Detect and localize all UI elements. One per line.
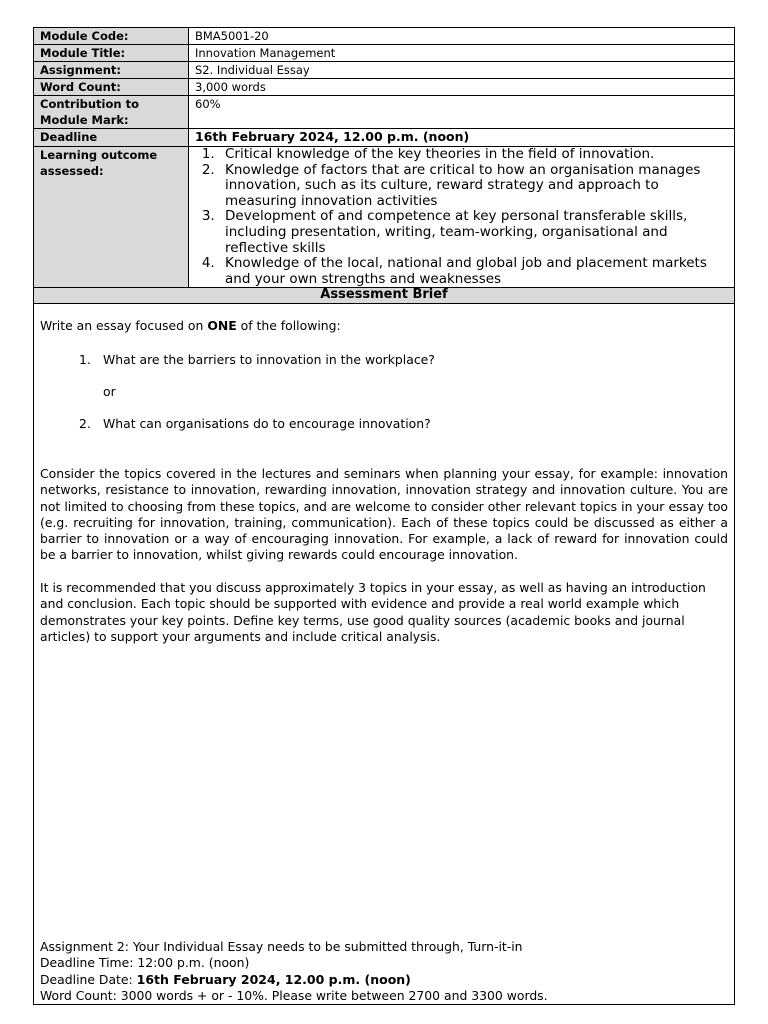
row-word-count — [34, 79, 735, 96]
row-module-code — [34, 28, 735, 45]
module-title-label: Module Title: — [34, 45, 189, 62]
assignment-label: Assignment: — [34, 62, 189, 79]
word-count-label: Word Count: — [34, 79, 189, 96]
outcomes-cell — [189, 147, 735, 288]
outcomes-label: Learning outcome assessed: — [34, 147, 189, 288]
row-brief-heading — [34, 288, 735, 304]
deadline-label: Deadline — [34, 129, 189, 147]
deadline-value: 16th February 2024, 12.00 p.m. (noon) — [189, 129, 735, 147]
brief-paragraph-1: Consider the topics covered in the lectures and seminars when planning your essay, for example: innovation networks, resistance to innovation, rewarding innovation, innovation strategy and innovation culture. You are not limited to choosing from these topics, and are welcome to consider other relevant topics in your essay too (e.g. recruiting for innovation, training, communication). Each of these topics could be discussed as either a barrier to innovation or a way of encouraging innovation. For example, a lack of reward for innovation could be a barrier to innovation, whilst giving rewards could encourage innovation. — [40, 466, 728, 563]
contribution-label: Contribution to Module Mark: — [34, 96, 189, 129]
deadline-date — [40, 972, 548, 988]
submission-footer — [40, 939, 548, 1004]
module-title-value: Innovation Management — [189, 45, 735, 62]
row-deadline — [34, 129, 735, 147]
question-1-number: 1. — [79, 352, 91, 367]
word-count-value: 3,000 words — [189, 79, 735, 96]
brief-intro — [40, 318, 728, 334]
intro-text-bold: ONE — [207, 318, 237, 333]
word-count-note: Word Count: 3000 words + or - 10%. Please write between 2700 and 3300 words. — [40, 987, 548, 1003]
assessment-brief-heading: Assessment Brief — [34, 288, 735, 304]
outcome-item: 3. Development of and competence at key personal transferable skills, including presentation, writing, team-working, organisational and reflective skills — [219, 209, 728, 256]
deadline-time: Deadline Time: 12:00 p.m. (noon) — [40, 955, 250, 971]
module-code-value: BMA5001-20 — [189, 28, 735, 45]
intro-text-post: of the following: — [236, 318, 341, 333]
outcome-item: 4. Knowledge of the local, national and global job and placement markets and your own strengths and weaknesses — [219, 256, 728, 287]
contribution-value: 60% — [189, 96, 735, 129]
module-code-label: Module Code: — [34, 28, 189, 45]
row-assignment — [34, 62, 735, 79]
row-module-title — [34, 45, 735, 62]
outcome-item: 1. Critical knowledge of the key theories in the field of innovation. — [219, 147, 728, 163]
outcome-item: 2. Knowledge of factors that are critical to how an organisation manages innovation, such as its culture, reward strategy and approach to measuring innovation activities — [219, 163, 728, 210]
submission-instruction: Assignment 2: Your Individual Essay needs to be submitted through, Turn-it-in — [40, 939, 523, 954]
deadline-date-value: 16th February 2024, 12.00 p.m. (noon) — [136, 971, 411, 987]
question-1: What are the barriers to innovation in the workplace? — [103, 352, 435, 367]
question-2-number: 2. — [79, 416, 91, 431]
intro-text-pre: Write an essay focused on — [40, 318, 208, 333]
assignment-value: S2. Individual Essay — [189, 62, 735, 79]
deadline-date-label: Deadline Date: — [40, 971, 137, 987]
outcomes-list — [195, 147, 728, 287]
brief-paragraph-2: It is recommended that you discuss approximately 3 topics in your essay, as well as having an introduction and conclusion. Each topic should be supported with evidence and provide a real world example which demonstrates your key points. Define key terms, use good quality sources (academic books and journal articles) to support your arguments and include critical analysis. — [40, 580, 706, 644]
row-contribution — [34, 96, 735, 129]
module-info-table — [33, 27, 735, 304]
row-learning-outcomes — [34, 147, 735, 288]
question-or: or — [103, 384, 116, 399]
question-2: What can organisations do to encourage innovation? — [103, 416, 431, 431]
